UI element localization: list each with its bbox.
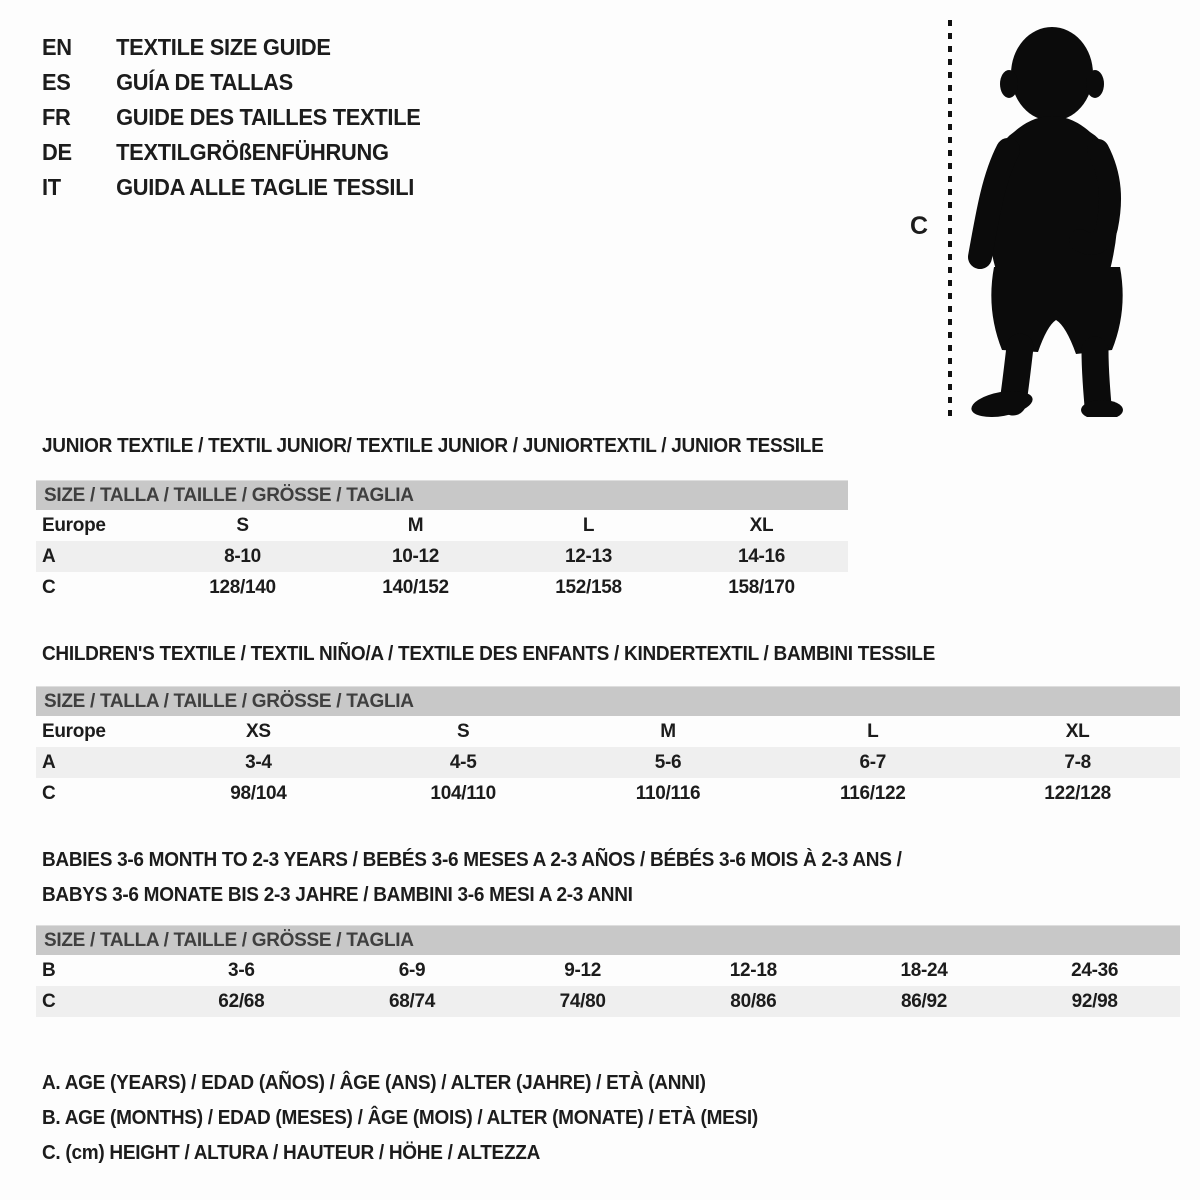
language-row xyxy=(42,30,421,65)
table-cell: 62/68 xyxy=(218,991,265,1012)
language-code: FR xyxy=(42,104,71,130)
toddler-silhouette-icon xyxy=(962,12,1147,417)
row-label: Europe xyxy=(42,515,106,536)
table-cell: 4-5 xyxy=(449,752,477,773)
language-code: ES xyxy=(42,69,71,95)
language-code: DE xyxy=(42,139,72,165)
table-row xyxy=(36,955,1180,986)
legend-row: B. AGE (MONTHS) / EDAD (MESES) / ÂGE (MOIS) / ALTER (MONATE) / ETÀ (MESI) xyxy=(42,1107,758,1129)
table-cell: 104/110 xyxy=(430,783,496,804)
table-cell: 8-10 xyxy=(224,546,261,567)
table-row xyxy=(36,747,1180,778)
row-label: C xyxy=(42,783,56,804)
table-cell: 6-7 xyxy=(859,752,887,773)
table-header-bar: SIZE / TALLA / TAILLE / GRÖSSE / TAGLIA xyxy=(36,925,1180,955)
table-cell: L xyxy=(867,721,879,742)
table-cell: 80/86 xyxy=(730,991,777,1012)
legend-row: A. AGE (YEARS) / EDAD (AÑOS) / ÂGE (ANS) / ALTER (JAHRE) / ETÀ (ANNI) xyxy=(42,1072,706,1094)
table-cell: S xyxy=(457,721,470,742)
language-row xyxy=(42,135,421,170)
toddler-figure xyxy=(900,12,1160,422)
table-header-bar: SIZE / TALLA / TAILLE / GRÖSSE / TAGLIA xyxy=(36,480,848,510)
table-cell: 12-18 xyxy=(729,960,777,981)
language-title: TEXTILE SIZE GUIDE xyxy=(116,34,331,60)
table-cell: 116/122 xyxy=(840,783,906,804)
row-label: A xyxy=(42,546,56,567)
row-label: A xyxy=(42,752,56,773)
table-cell: 10-12 xyxy=(391,546,440,567)
row-label: C xyxy=(42,577,56,598)
table-cell: 92/98 xyxy=(1071,991,1118,1012)
table-cell: 68/74 xyxy=(388,991,436,1012)
height-label: C xyxy=(910,212,928,240)
language-title: GUIDA ALLE TAGLIE TESSILI xyxy=(116,174,415,200)
language-row xyxy=(42,170,421,205)
legend xyxy=(42,1066,796,1171)
row-label: C xyxy=(42,991,56,1012)
babies-title-line1: BABIES 3-6 MONTH TO 2-3 YEARS / BEBÉS 3-6 MESES A 2-3 AÑOS / BÉBÉS 3-6 MOIS À 2-3 ANS / xyxy=(42,849,902,871)
babies-title-line2: BABYS 3-6 MONATE BIS 2-3 JAHRE / BAMBINI 3-6 MESI A 2-3 ANNI xyxy=(42,884,633,906)
language-code: EN xyxy=(42,34,72,60)
language-title-list xyxy=(42,30,441,205)
language-row xyxy=(42,100,421,135)
table-row xyxy=(36,986,1180,1017)
table-cell: 24-36 xyxy=(1071,960,1119,981)
babies-size-table xyxy=(36,925,1180,1017)
table-cell: M xyxy=(407,515,424,536)
table-cell: 128/140 xyxy=(209,577,276,598)
table-row xyxy=(36,510,848,541)
table-row xyxy=(36,572,848,603)
table-cell: 7-8 xyxy=(1064,752,1091,773)
table-row xyxy=(36,716,1180,747)
children-size-table xyxy=(36,686,1180,809)
height-measure-dashed-line xyxy=(948,20,952,418)
table-cell: XS xyxy=(246,721,271,742)
table-cell: 6-9 xyxy=(398,960,426,981)
row-label: B xyxy=(42,960,56,981)
table-cell: 3-6 xyxy=(228,960,255,981)
language-title: GUÍA DE TALLAS xyxy=(116,69,293,95)
row-label: Europe xyxy=(42,721,106,742)
table-cell: 122/128 xyxy=(1044,783,1111,804)
table-header-bar: SIZE / TALLA / TAILLE / GRÖSSE / TAGLIA xyxy=(36,686,1180,716)
table-cell: 74/80 xyxy=(559,991,606,1012)
language-title: GUIDE DES TAILLES TEXTILE xyxy=(116,104,421,130)
junior-size-table xyxy=(36,480,848,603)
table-cell: 3-4 xyxy=(245,752,272,773)
legend-row: C. (cm) HEIGHT / ALTURA / HAUTEUR / HÖHE / ALTEZZA xyxy=(42,1142,541,1164)
table-cell: 14-16 xyxy=(737,546,786,567)
table-row xyxy=(36,778,1180,809)
language-code: IT xyxy=(42,174,61,200)
table-cell: 110/116 xyxy=(635,783,701,804)
table-cell: 98/104 xyxy=(230,783,287,804)
table-row xyxy=(36,541,848,572)
table-cell: XL xyxy=(1065,721,1090,742)
table-cell: 18-24 xyxy=(900,960,948,981)
section-title-babies xyxy=(42,843,902,913)
table-cell: XL xyxy=(749,515,774,536)
table-cell: M xyxy=(660,721,676,742)
table-cell: L xyxy=(582,515,595,536)
table-cell: 9-12 xyxy=(564,960,602,981)
table-cell: 140/152 xyxy=(382,577,449,598)
table-cell: 86/92 xyxy=(900,991,948,1012)
language-row xyxy=(42,65,421,100)
table-cell: S xyxy=(236,515,249,536)
table-cell: 158/170 xyxy=(728,577,795,598)
section-title-junior: JUNIOR TEXTILE / TEXTIL JUNIOR/ TEXTILE JUNIOR / JUNIORTEXTIL / JUNIOR TESSILE xyxy=(42,435,824,457)
table-cell: 152/158 xyxy=(555,577,622,598)
section-title-children: CHILDREN'S TEXTILE / TEXTIL NIÑO/A / TEXTILE DES ENFANTS / KINDERTEXTIL / BAMBINI TESSILE xyxy=(42,643,935,665)
table-cell: 12-13 xyxy=(564,546,613,567)
table-cell: 5-6 xyxy=(654,752,682,773)
language-title: TEXTILGRÖßENFÜHRUNG xyxy=(116,139,389,165)
